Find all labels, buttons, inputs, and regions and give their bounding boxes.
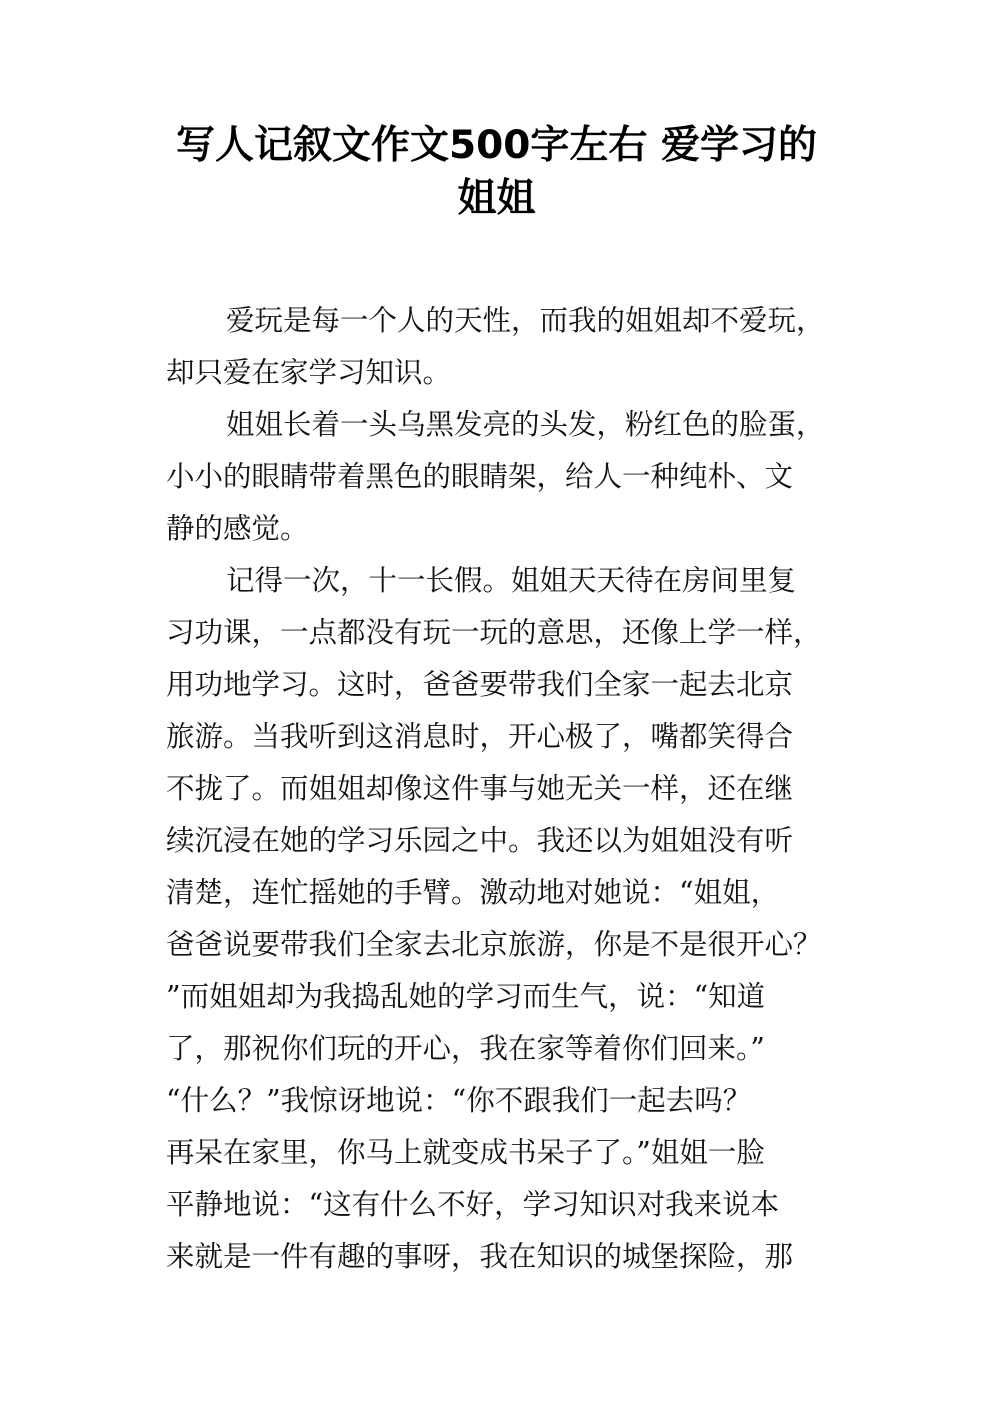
- paragraph-line: 平静地说：“这有什么不好，学习知识对我来说本: [166, 1188, 780, 1221]
- paragraph-line: 爸爸说要带我们全家去北京旅游，你是不是很开心？: [166, 928, 822, 961]
- paragraph-line: 姐姐长着一头乌黑发亮的头发，粉红色的脸蛋，: [226, 408, 825, 441]
- paragraph-line: 续沉浸在她的学习乐园之中。我还以为姐姐没有听: [166, 824, 794, 857]
- paragraph-line: 了，那祝你们玩的开心，我在家等着你们回来。”: [166, 1032, 765, 1065]
- paragraph-line: 清楚，连忙摇她的手臂。激动地对她说：“姐姐，: [166, 876, 780, 909]
- paragraph-line: 小小的眼睛带着黑色的眼睛架，给人一种纯朴、文: [166, 460, 794, 493]
- document-title-line-2: 姐姐: [457, 176, 536, 221]
- paragraph-line: 爱玩是每一个人的天性，而我的姐姐却不爱玩，: [226, 304, 825, 337]
- paragraph-line: 来就是一件有趣的事呀，我在知识的城堡探险，那: [166, 1240, 794, 1273]
- paragraph-line: 用功地学习。这时，爸爸要带我们全家一起去北京: [166, 668, 794, 701]
- paragraph-line: 不拢了。而姐姐却像这件事与她无关一样，还在继: [166, 772, 794, 805]
- paragraph-line: 却只爱在家学习知识。: [166, 356, 452, 389]
- paragraph-line: 旅游。当我听到这消息时，开心极了，嘴都笑得合: [166, 720, 794, 753]
- paragraph-line: 再呆在家里，你马上就变成书呆子了。”姐姐一脸: [166, 1136, 765, 1169]
- paragraph-line: “什么？”我惊讶地说：“你不跟我们一起去吗？: [166, 1084, 752, 1117]
- paragraph-line: 习功课，一点都没有玩一玩的意思，还像上学一样，: [166, 616, 822, 649]
- paragraph-line: 记得一次，十一长假。姐姐天天待在房间里复: [226, 564, 797, 597]
- document-title-line-1: 写人记叙文作文500字左右 爱学习的: [176, 123, 817, 168]
- paragraph-line: ”而姐姐却为我捣乱她的学习而生气，说：“知道: [166, 980, 766, 1013]
- paragraph-line: 静的感觉。: [166, 512, 309, 545]
